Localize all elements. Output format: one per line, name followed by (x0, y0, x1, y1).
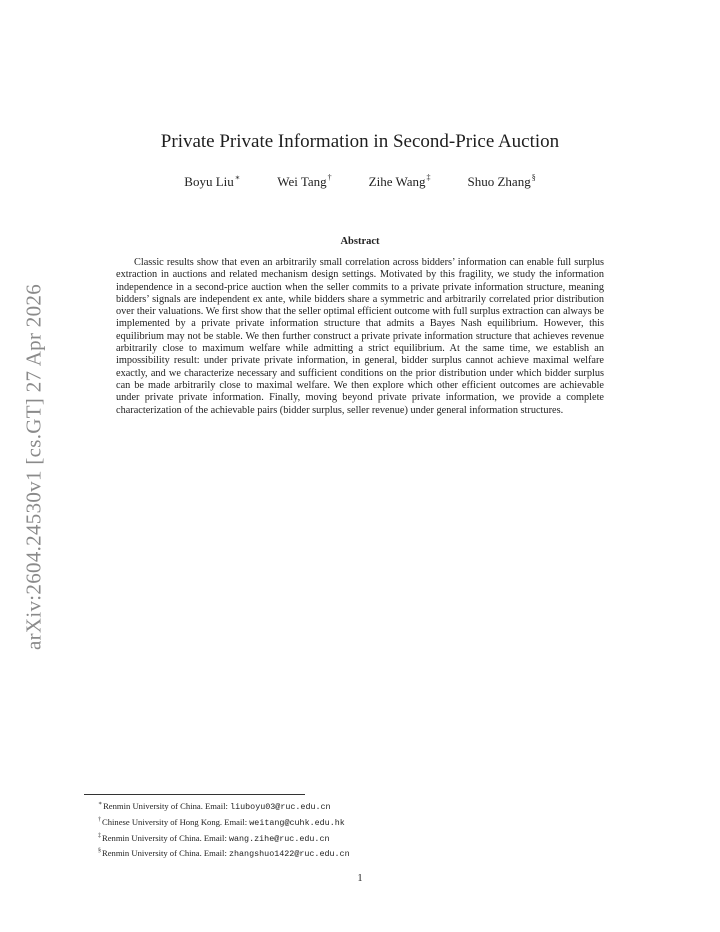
author-3 (369, 173, 431, 190)
author-2 (277, 173, 331, 190)
footnote-item (98, 845, 350, 861)
footnote-item (98, 814, 350, 830)
author-mark: ∗ (234, 173, 241, 182)
footnote-item (98, 830, 350, 846)
footnote-mark: § (98, 848, 101, 855)
footnote-email: liuboyu03@ruc.edu.cn (230, 802, 331, 812)
paper-title: Private Private Information in Second-Price Auction (160, 131, 560, 152)
author-mark: ‡ (426, 173, 431, 182)
footnote-affiliation: Renmin University of China. Email: (102, 848, 229, 859)
footnote-item (98, 798, 350, 814)
footnote-affiliation: Renmin University of China. Email: (102, 832, 229, 843)
author-1 (184, 173, 240, 190)
author-name: Boyu Liu (184, 174, 234, 189)
footnote-mark: ‡ (98, 832, 101, 839)
author-name: Wei Tang (277, 174, 327, 189)
abstract-body: Classic results show that even an arbitrarily small correlation across bidders’ information can enable full surplus extraction in auctions and related mechanism design settings. Motivated by this fragility, we study the information independence in a second-price auction when the seller commits to a private private information structure, meaning bidders’ signals are independent ex ante, while bidders share a symmetric and arbitrarily correlated prior distribution over their valuations. We first show that the seller optimal efficient outcome with full surplus extraction can always be implemented by a private private information structure that admits a Bayes Nash equilibrium. However, this equilibrium may not be stable. We then further construct a private private information structure that achieves revenue arbitrarily close to maximum welfare while admitting a strict equilibrium. At the same time, we establish an impossibility result: under private private information, in general, bidder surplus cannot achieve maximal welfare exactly, and we characterize necessary and sufficient conditions on the prior distribution under which bidder surplus can be made arbitrarily close to maximal welfare. We then explore which other efficient outcomes are achievable under private private information. Finally, moving beyond private private information, we provide a complete characterization of the achievable pairs (bidder surplus, seller revenue) under general information structures. (116, 257, 604, 416)
footnote-divider (84, 794, 305, 795)
footnote-mark: ∗ (98, 801, 103, 807)
footnotes (98, 798, 350, 861)
arxiv-stamp: arXiv:2604.24530v1 [cs.GT] 27 Apr 2026 (21, 283, 46, 651)
author-name: Shuo Zhang (467, 174, 531, 189)
page-number: 1 (357, 873, 363, 884)
abstract-heading: Abstract (340, 236, 380, 247)
author-list (0, 173, 720, 190)
author-name: Zihe Wang (368, 174, 426, 189)
footnote-email: zhangshuo1422@ruc.edu.cn (228, 849, 350, 860)
footnote-email: wang.zihe@ruc.edu.cn (228, 833, 330, 844)
footnote-mark: † (98, 816, 101, 823)
footnote-email: weitang@cuhk.edu.hk (249, 817, 345, 828)
author-mark: § (531, 173, 536, 182)
author-mark: † (327, 173, 332, 182)
author-4 (468, 173, 536, 190)
footnote-affiliation: Chinese University of Hong Kong. Email: (102, 816, 250, 827)
footnote-affiliation: Renmin University of China. Email: (103, 801, 231, 811)
